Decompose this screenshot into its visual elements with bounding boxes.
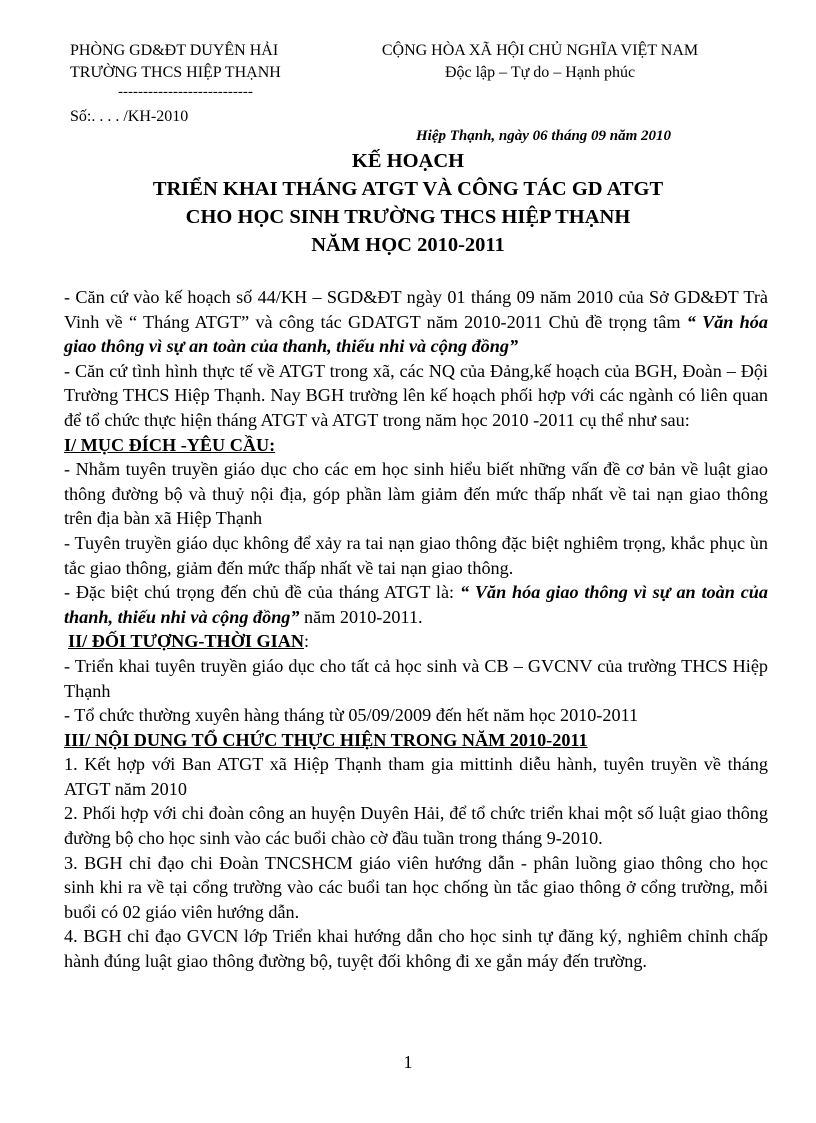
national-motto: Độc lập – Tự do – Hạnh phúc <box>444 64 636 81</box>
section-1-heading: I/ MỤC ĐÍCH -YÊU CẦU: <box>64 434 276 455</box>
page-number: 1 <box>403 1052 413 1072</box>
intro-paragraph-1: - Căn cứ vào kế hoạch số 44/KH – SGD&ĐT ngày 01 tháng 09 năm 2010 của Sở GD&ĐT Trà Vinh về “ Tháng ATGT” và công tác GDATGT năm 2010-2011 Chủ đề trọng tâm “ Văn hóa giao thông vì sự an toàn của thanh, thiếu nhi và cộng đồng” <box>64 287 768 357</box>
section-2-heading: II/ ĐỐI TƯỢNG-THỜI GIAN <box>68 631 304 652</box>
section-1-paragraph-3: - Đặc biệt chú trọng đến chủ đề của tháng ATGT là: “ Văn hóa giao thông vì sự an toàn của thanh, thiếu nhi và cộng đồng” năm 2010-2011. <box>64 582 768 627</box>
section-2-paragraph-2: - Tổ chức thường xuyên hàng tháng từ 05/09/2009 đến hết năm học 2010-2011 <box>64 705 639 726</box>
section-3-item: 3. BGH chỉ đạo chi Đoàn TNCSHCM giáo viên hướng dẫn - phân luồng giao thông cho học sinh khi ra về tại cổng trường vào các buổi tan học chống ùn tắc giao thông ở cổng trường, mỗi buổi có 02 giáo viên hướng dẫn. <box>64 852 768 922</box>
campaign-theme: “ Văn hóa giao thông vì sự an toàn của thanh, thiếu nhi và cộng đồng” <box>64 582 768 627</box>
school-name: TRƯỜNG THCS HIỆP THẠNH <box>70 64 281 81</box>
title-line-2: TRIỂN KHAI THÁNG ATGT VÀ CÔNG TÁC GD ATGT <box>152 178 664 200</box>
section-2-heading-line: II/ ĐỐI TƯỢNG-THỜI GIAN: <box>68 631 310 652</box>
section-1-paragraph-2: - Tuyên truyền giáo dục không để xảy ra tai nạn giao thông đặc biệt nghiêm trọng, khắc phục ùn tắc giao thông, giảm đến mức thấp nhất về tai nạn giao thông. <box>64 532 768 578</box>
title-line-4: NĂM HỌC 2010-2011 <box>311 234 505 256</box>
section-3-item: 1. Kết hợp với Ban ATGT xã Hiệp Thạnh tham gia mittinh diễu hành, tuyên truyền về tháng ATGT năm 2010 <box>64 754 768 799</box>
section-3-item: 4. BGH chỉ đạo GVCN lớp Triển khai hướng dẫn cho học sinh tự đăng ký, nghiêm chỉnh chấp hành đúng luật giao thông đường bộ, tuyệt đối không đi xe gắn máy đến trường. <box>64 926 768 972</box>
document-number: Số:. . . . /KH-2010 <box>70 108 189 125</box>
header-rule: --------------------------- <box>118 84 253 100</box>
title-line-1: KẾ HOẠCH <box>351 150 465 172</box>
national-title: CỘNG HÒA XÃ HỘI CHỦ NGHĨA VIỆT NAM <box>381 42 699 59</box>
agency-name: PHÒNG GD&ĐT DUYÊN HẢI <box>70 42 279 59</box>
section-3-heading: III/ NỘI DUNG TỔ CHỨC THỰC HIỆN TRONG NĂM 2010-2011 <box>64 729 588 750</box>
campaign-theme: “ Văn hóa giao thông vì sự an toàn của thanh, thiếu nhi và cộng đồng” <box>64 311 768 357</box>
title-line-3: CHO HỌC SINH TRƯỜNG THCS HIỆP THẠNH <box>185 206 631 228</box>
section-3-item: 2. Phối hợp với chi đoàn công an huyện Duyên Hải, để tổ chức triển khai một số luật giao thông đường bộ cho học sinh vào các buổi chào cờ đầu tuần trong tháng 9-2010. <box>64 803 768 849</box>
intro-paragraph-2: - Căn cứ tình hình thực tế về ATGT trong xã, các NQ của Đảng,kế hoạch của BGH, Đoàn – Đội Trường THCS Hiệp Thạnh. Nay BGH trường lên kế hoạch phối hợp với các ngành có liên quan để tổ chức thực hiện tháng ATGT và ATGT trong năm học 2010 -2011 cụ thể như sau: <box>64 360 768 430</box>
section-1-paragraph-1: - Nhằm tuyên truyền giáo dục cho các em học sinh hiểu biết những vấn đề cơ bản về luật giao thông đường bộ và thuỷ nội địa, góp phần làm giảm đến mức thấp nhất về tai nạn giao thông trên địa bàn xã Hiệp Thạnh <box>64 459 768 529</box>
document-date: Hiệp Thạnh, ngày 06 tháng 09 năm 2010 <box>416 128 672 144</box>
document-body <box>64 285 768 974</box>
section-2-paragraph-1: - Triển khai tuyên truyền giáo dục cho tất cả học sinh và CB – GVCNV của trường THCS Hiệp Thạnh <box>64 655 768 701</box>
